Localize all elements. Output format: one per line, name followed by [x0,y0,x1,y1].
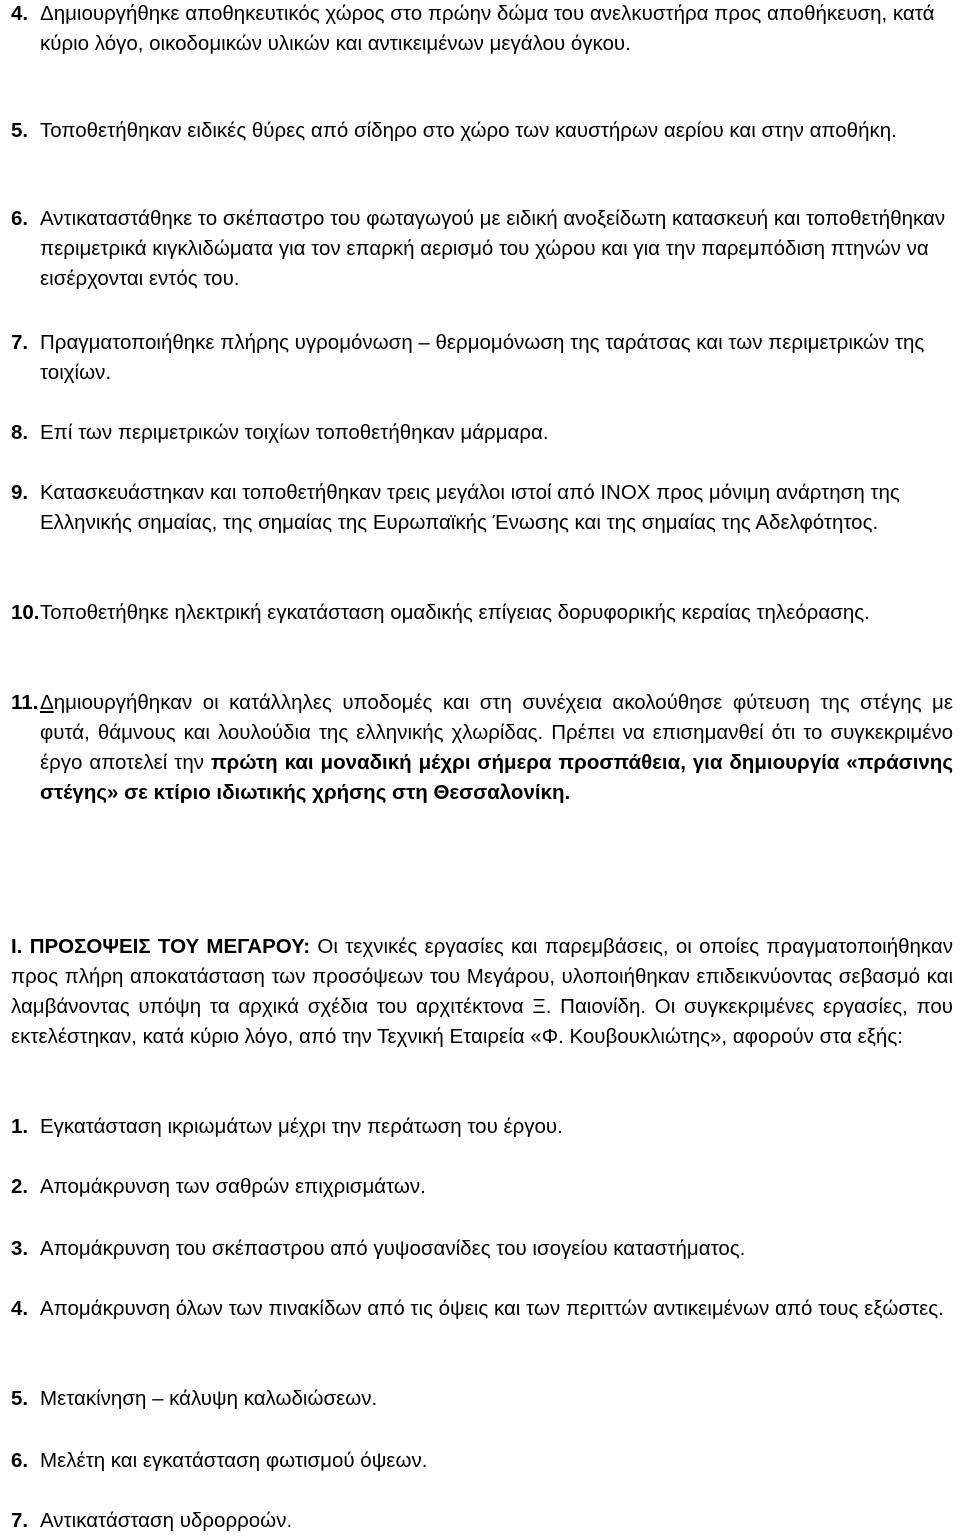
list-text: Πραγματοποιήθηκε πλήρης υγρομόνωση – θερμομόνωση της ταράτσας και των περιμετρικών της τοιχίων. [40,331,925,384]
list-number: 1. [11,1115,29,1138]
list-number: 7. [11,1509,29,1532]
list-number: 8. [11,421,29,444]
list-item [11,1446,953,1476]
list-text: Εγκατάσταση ικριωμάτων μέχρι την περάτωση του έργου. [40,1115,563,1138]
list-text: Αντικατάσταση υδρορροών. [40,1509,293,1532]
list-number: 4. [11,2,29,25]
list-item [11,0,953,59]
section-facades [11,932,953,1052]
list-text: Κατασκευάστηκαν και τοποθετήθηκαν τρεις μεγάλοι ιστοί από INOX προς μόνιμη ανάρτηση της Ελληνικής σημαίας, της σημαίας της Ευρωπαϊκής Ένωσης και της σημαίας της Αδελφότητος. [40,481,900,534]
list-number: 9. [11,481,29,504]
list-item [11,1112,953,1142]
underlined-letter: Δ [40,691,54,714]
section-text: Οι τεχνικές εργασίες και παρεμβάσεις, οι οποίες πραγματοποιήθηκαν προς πλήρη αποκατάσταση των προσόψεων του Μεγάρου, υλοποιήθηκαν επιδεικνύοντας σεβασμό και λαμβάνοντας υπόψη τα αρχικά σχέδια του αρχιτέκτονα Ξ. Παιονίδη. Οι συγκεκριμένες εργασίες, που εκτελέστηκαν, κατά κύριο λόγο, από την Τεχνική Εταιρεία «Φ. Κουβουκλιώτης», αφορούν στα εξής: [11,935,954,1048]
list-item [11,116,953,146]
list-item [11,478,953,538]
list-text: Τοποθετήθηκαν ειδικές θύρες από σίδηρο στο χώρο των καυστήρων αερίου και στην αποθήκη. [40,119,897,142]
list-item [11,1172,953,1202]
list-text: Απομάκρυνση του σκέπαστρου από γυψοσανίδες του ισογείου καταστήματος. [40,1237,746,1260]
list-text: ημιουργήθηκαν οι κατάλληλες υποδομές και στη συνέχεια ακολούθησε φύτευση της στέγης με φυτά, θάμνους και λουλούδια της ελληνικής χλωρίδας. Πρέπει να επισημανθεί ότι το συγκεκριμένο έργο αποτελεί την [40,691,953,774]
list-item [11,1234,953,1264]
section-heading: Ι. ΠΡΟΣΟΨΕΙΣ ΤΟΥ ΜΕΓΑΡΟΥ: [11,935,311,958]
list-item [11,418,953,448]
list-number: 6. [11,1449,29,1472]
list-number: 4. [11,1297,29,1320]
list-text: Μελέτη και εγκατάσταση φωτισμού όψεων. [40,1449,428,1472]
list-text: Επί των περιμετρικών τοιχίων τοποθετήθηκαν μάρμαρα. [40,421,549,444]
list-text: Μετακίνηση – κάλυψη καλωδιώσεων. [40,1387,378,1410]
list-text: Απομάκρυνση όλων των πινακίδων από τις όψεις και των περιττών αντικειμένων από τους εξώστες. [40,1297,944,1320]
list-item [11,1294,953,1324]
list-item [11,204,953,294]
list-text: Απομάκρυνση των σαθρών επιχρισμάτων. [40,1175,426,1198]
list-number: 11. [11,691,39,714]
list-number: 7. [11,331,29,354]
list-item [11,1384,953,1414]
bold-emphasis-text: πρώτη και μοναδική μέχρι σήμερα προσπάθεια, για δημιουργία «πράσινης στέγης» σε κτίριο ιδιωτικής χρήσης στη Θεσσαλονίκη. [40,751,953,804]
list-text: Τοποθετήθηκε ηλεκτρική εγκατάσταση ομαδικής επίγειας δορυφορικής κεραίας τηλεόρασης. [40,601,870,624]
list-number: 5. [11,119,29,142]
list-item [11,328,953,388]
list-number: 6. [11,207,29,230]
list-number: 10. [11,601,40,624]
list-number: 3. [11,1237,29,1260]
list-number: 5. [11,1387,29,1410]
list-number: 2. [11,1175,29,1198]
list-item [11,1506,953,1536]
list-item [11,688,953,808]
list-text: Αντικαταστάθηκε το σκέπαστρο του φωταγωγού με ειδική ανοξείδωτη κατασκευή και τοποθετήθηκαν περιμετρικά κιγκλιδώματα για τον επαρκή αερισμό του χώρου και για την παρεμπόδιση πτηνών να εισέρχονται εντός του. [40,207,946,290]
list-item [11,598,953,628]
list-text: Δημιουργήθηκε αποθηκευτικός χώρος στο πρώην δώμα του ανελκυστήρα προς αποθήκευση, κατά κύριο λόγο, οικοδομικών υλικών και αντικειμένων μεγάλου όγκου. [40,2,935,55]
